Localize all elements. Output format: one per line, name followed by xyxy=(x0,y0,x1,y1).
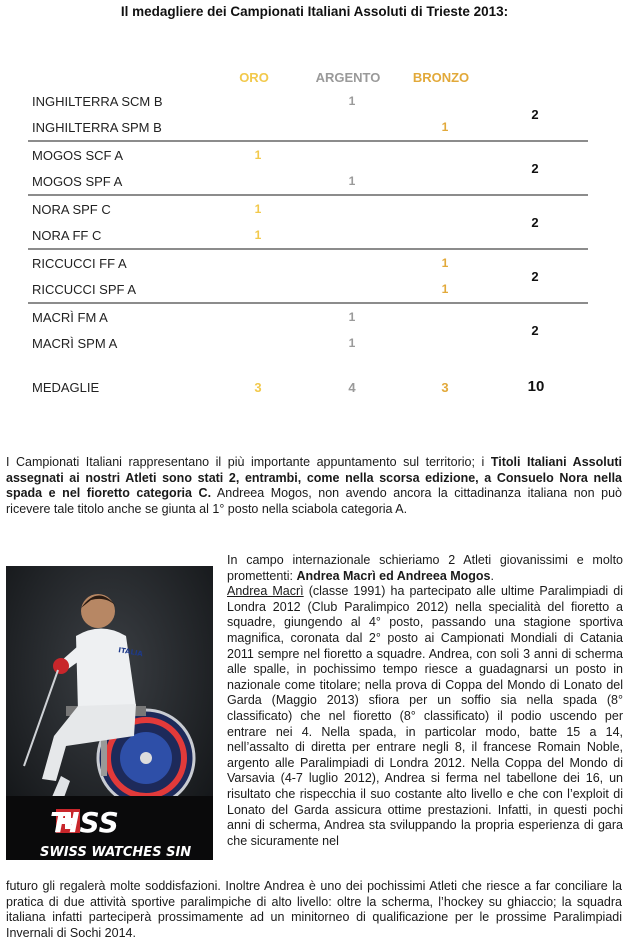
group-total: 2 xyxy=(531,323,539,338)
athlete-event: MOGOS SPF A xyxy=(32,174,123,189)
group-total: 2 xyxy=(531,107,539,122)
oro-count: 1 xyxy=(254,228,262,242)
athlete-event: RICCUCCI FF A xyxy=(32,256,127,271)
paragraph-futuro: futuro gli regalerà molte soddisfazioni. Inoltre Andrea è uno dei pochissimi Atleti che riesce a far conciliare la pratica di due attività sportive paralimpiche di alto livello: oltre la scherma, l’hockey su ghiaccio; la squadra italiana infatti parteciperà prossimamente ad un minitorneo di qualificazione per le prossime Paralimpiadi Invernali di Sochi 2014. xyxy=(6,879,622,940)
paragraph-text: Andreea Mogos, non avendo ancora la cittadinanza italiana non può ricevere tale titolo anche se giunta al 1° posto nella sciabola categoria A. xyxy=(6,486,622,516)
athlete-photo xyxy=(6,566,213,860)
column-header-argento: ARGENTO xyxy=(315,70,381,85)
argento-count: 1 xyxy=(348,174,356,188)
paragraph-bold: Andrea Macrì ed Andreea Mogos xyxy=(296,568,491,583)
bronzo-count: 1 xyxy=(441,256,449,270)
totals-label: MEDAGLIE xyxy=(32,380,100,395)
athlete-event: NORA FF C xyxy=(32,228,102,243)
totals-row xyxy=(32,378,592,398)
oro-count: 1 xyxy=(254,148,262,162)
paragraph-campionati xyxy=(6,455,622,517)
table-row xyxy=(32,170,492,196)
table-row xyxy=(32,306,492,332)
paragraph-text: . xyxy=(490,568,494,583)
athlete-event: RICCUCCI SPF A xyxy=(32,282,137,297)
column-header-bronzo: BRONZO xyxy=(412,70,470,85)
banner-logo: TISS xyxy=(50,806,119,839)
athlete-event: NORA SPF C xyxy=(32,202,111,217)
grand-total: 10 xyxy=(527,378,545,395)
table-row xyxy=(32,144,492,170)
group-total: 2 xyxy=(531,161,539,176)
bronzo-total: 3 xyxy=(441,380,449,395)
athlete-event: INGHILTERRA SCM B xyxy=(32,94,163,109)
athlete-name: Andrea Macrì xyxy=(227,584,304,599)
oro-total: 3 xyxy=(254,380,262,395)
column-header-oro: ORO xyxy=(239,70,269,85)
table-row xyxy=(32,198,492,224)
table-group xyxy=(28,198,588,250)
table-row xyxy=(32,224,492,250)
paragraph-text: In campo internazionale schieriamo 2 Atleti giovanissimi e molto promettenti: xyxy=(227,553,623,583)
table-group xyxy=(28,306,588,358)
paragraph-bold: Titoli Italiani Assoluti assegnati ai nostri Atleti sono stati 2, entrambi, come nella scorsa edizione, a Consuelo Nora nella spada e nel fioretto categoria C. xyxy=(6,455,622,501)
table-row xyxy=(32,332,492,358)
athlete-photo-drawing xyxy=(6,566,213,860)
bronzo-count: 1 xyxy=(441,282,449,296)
athlete-event: MOGOS SCF A xyxy=(32,148,124,163)
group-total: 2 xyxy=(531,215,539,230)
table-group xyxy=(28,144,588,196)
table-row xyxy=(32,116,492,142)
table-row xyxy=(32,252,492,278)
table-group xyxy=(28,90,588,142)
table-row xyxy=(32,278,492,304)
page-title: Il medagliere dei Campionati Italiani Assoluti di Trieste 2013: xyxy=(120,4,509,19)
group-total: 2 xyxy=(531,269,539,284)
athlete-event: INGHILTERRA SPM B xyxy=(32,120,162,135)
argento-count: 1 xyxy=(348,336,356,350)
paragraph-internazionale xyxy=(227,553,623,849)
table-row xyxy=(32,90,492,116)
argento-total: 4 xyxy=(348,380,356,395)
argento-count: 1 xyxy=(348,94,356,108)
jacket-text: ITALIA xyxy=(117,646,144,659)
oro-count: 1 xyxy=(254,202,262,216)
paragraph-text: I Campionati Italiani rappresentano il più importante appuntamento sul territorio; i xyxy=(6,455,491,469)
athlete-event: MACRÌ SPM A xyxy=(32,336,118,351)
argento-count: 1 xyxy=(348,310,356,324)
banner-tagline: SWISS WATCHES SIN xyxy=(40,845,192,860)
athlete-event: MACRÌ FM A xyxy=(32,310,108,325)
bronzo-count: 1 xyxy=(441,120,449,134)
table-group xyxy=(28,252,588,304)
paragraph-text: (classe 1991) ha partecipato alle ultime Paralimpiadi di Londra 2012 (Club Paralimpico 2012) nella specialità del fioretto a squadre, giungendo al 4° posto, passando una stagione sportiva magnifica, coronata dal 2° posto ai Campionati Mondiali di Catania 2011 sempre nel fioretto a squadre. Andrea, con soli 3 anni di scherma alle spalle, in pochissimo tempo riesce a guadagnarsi un posto in nazionale come titolare; nella prova di Coppa del Mondo di Lonato del Garda (Maggio 2013) sfiora per un soffio sia nella spada (8° classificato) che nel fioretto (8° classificato) il podio uscendo per entrare nei 4. Nella spada, in particolar modo, batte 15 a 14, nell’assalto di diretta per entrare negli 8, il francese Romain Noble, argento alle Paralimpiadi di Londra 2012. Nella Coppa del Mondo di Varsavia (4-7 luglio 2012), Andrea si ferma nel tabellone dei 16, un risultato che rispecchia il suo costante alto livello e che con l’exploit di Lonato del Garda assicura ottime prestazioni. Infatti, in questi pochi anni di scherma, Andrea sta sviluppando la propria esperienza di gara che sicuramente nel xyxy=(227,584,623,848)
